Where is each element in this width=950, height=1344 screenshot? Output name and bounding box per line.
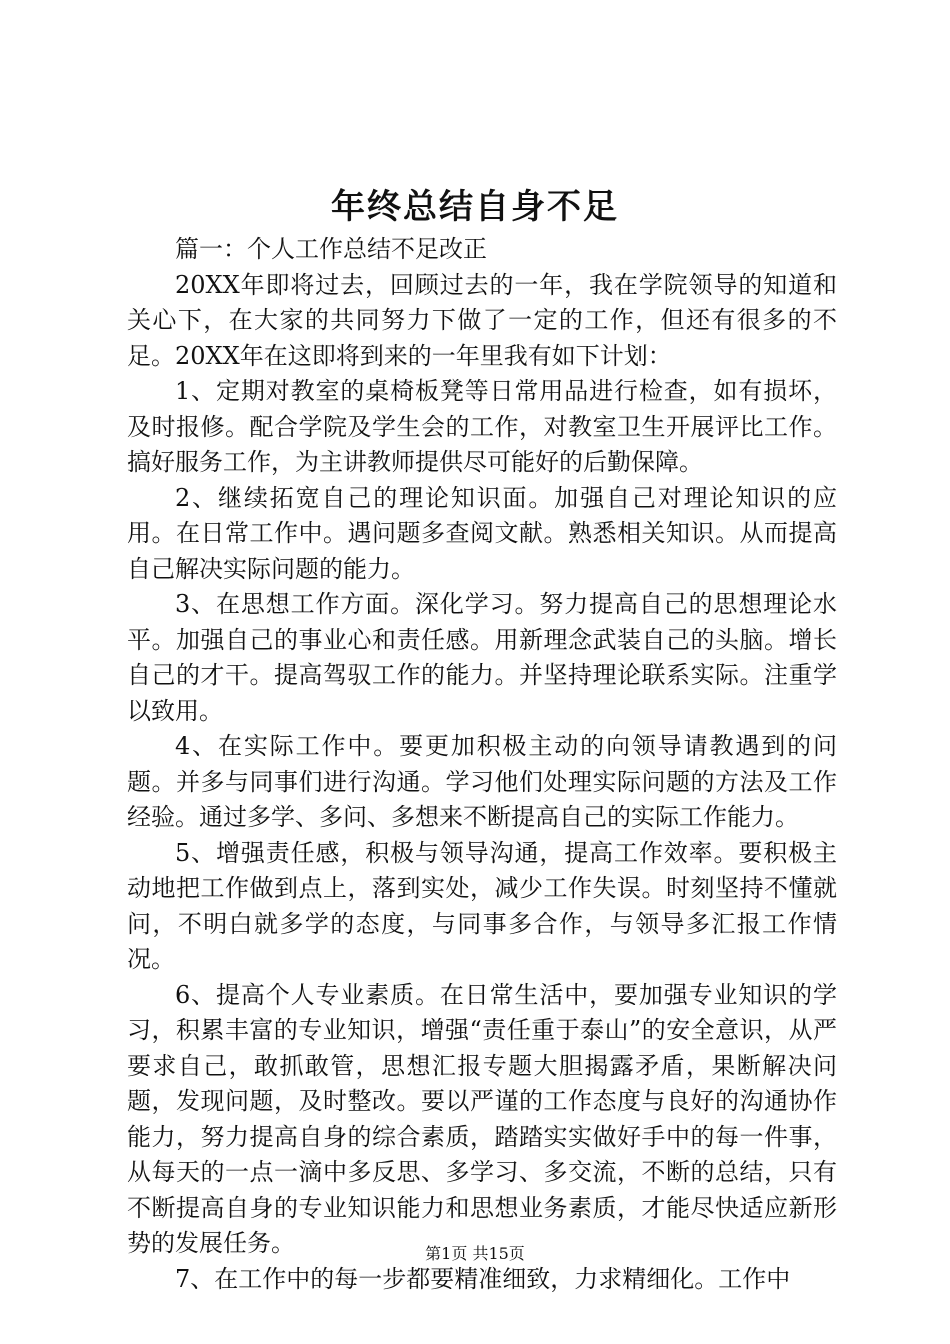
plan-item-2: 2、继续拓宽自己的理论知识面。加强自己对理论知识的应用。在日常工作中。遇问题多查阅文献。熟悉相关知识。从而提高自己解决实际问题的能力。 <box>127 483 837 583</box>
page-footer: 第1页 共15页 <box>425 1244 525 1263</box>
plan-item-1: 1、定期对教室的桌椅板凳等日常用品进行检查，如有损坏，及时报修。配合学院及学生会的工作，对教室卫生开展评比工作。搞好服务工作，为主讲教师提供尽可能好的后勤保障。 <box>127 377 837 476</box>
plan-item-7: 7、在工作中的每一步都要精准细致，力求精细化。工作中 <box>175 1264 791 1293</box>
intro-paragraph: 20XX年即将过去，回顾过去的一年，我在学院领导的知道和关心下，在大家的共同努力下做了一定的工作，但还有很多的不足。20XX年在这即将到来的一年里我有如下计划： <box>127 270 837 370</box>
plan-item-3: 3、在思想工作方面。深化学习。努力提高自己的思想理论水平。加强自己的事业心和责任感。用新理念武装自己的头脑。增长自己的才干。提高驾驭工作的能力。并坚持理论联系实际。注重学以致用。 <box>127 590 837 725</box>
plan-item-6: 6、提高个人专业素质。在日常生活中，要加强专业知识的学习，积累丰富的专业知识，增强“责任重于泰山”的安全意识，从严要求自己，敢抓敢管，思想汇报专题大胆揭露矛盾，果断解决问题，发现问题，及时整改。要以严谨的工作态度与良好的沟通协作能力，努力提高自身的综合素质，踏踏实实做好手中的每一件事，从每天的一点一滴中多反思、多学习、多交流，不断的总结，只有不断提高自身的专业知识能力和思想业务素质，才能尽快适应新形势的发展任务。 <box>127 980 837 1257</box>
plan-item-5: 5、增强责任感，积极与领导沟通，提高工作效率。要积极主动地把工作做到点上，落到实处，减少工作失误。时刻坚持不懂就问，不明白就多学的态度，与同事多合作，与领导多汇报工作情况。 <box>127 838 837 973</box>
document-title: 年终总结自身不足 <box>331 187 619 227</box>
section-heading: 篇一：个人工作总结不足改正 <box>175 235 487 263</box>
plan-item-4: 4、在实际工作中。要更加积极主动的向领导请教遇到的问题。并多与同事们进行沟通。学习他们处理实际问题的方法及工作经验。通过多学、多问、多想来不断提高自己的实际工作能力。 <box>127 732 837 831</box>
document-body <box>127 232 837 1297</box>
